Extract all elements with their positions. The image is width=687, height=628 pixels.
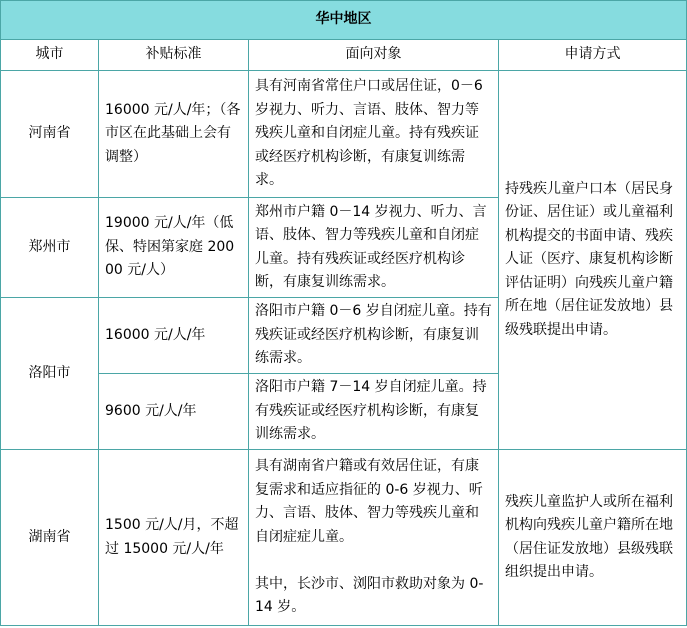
subsidy-cell: 1500 元/人/月，不超过 15000 元/人/年 [99,450,249,626]
subsidy-cell: 16000 元/人/年；（各市区在此基础上会有调整） [99,71,249,198]
target-cell: 具有湖南省户籍或有效居住证，有康复需求和适应指征的 0-6 岁视力、听力、言语、肢体、智力等残疾儿童和自闭症症儿童。 其中，长沙市、浏阳市救助对象为 0-14 岁。 [249,450,499,626]
column-header-target: 面向对象 [249,40,499,71]
column-header-apply: 申请方式 [499,40,687,71]
subsidy-cell: 19000 元/人/年（低保、特困第家庭 20000 元/人） [99,198,249,298]
target-cell: 洛阳市户籍 0－6 岁自闭症儿童。持有残疾证或经医疗机构诊断，有康复训练需求。 [249,298,499,374]
target-cell: 郑州市户籍 0－14 岁视力、听力、言语、肢体、智力等残疾儿童和自闭症儿童。持有残疾证或经医疗机构诊断，有康复训练需求。 [249,198,499,298]
subsidy-cell: 9600 元/人/年 [99,374,249,450]
city-cell: 河南省 [1,71,99,198]
city-cell: 湖南省 [1,450,99,626]
region-title: 华中地区 [1,1,687,40]
apply-cell: 持残疾儿童户口本（居民身份证、居住证）或儿童福利机构提交的书面申请、残疾人证（医疗、康复机构诊断评估证明）向残疾儿童户籍所在地（居住证发放地）县级残联提出申请。 [499,71,687,450]
subsidy-cell: 16000 元/人/年 [99,298,249,374]
city-cell: 郑州市 [1,198,99,298]
table-header-row [1,40,687,71]
table-row [1,71,687,198]
table-row [1,450,687,626]
column-header-city: 城市 [1,40,99,71]
target-cell: 洛阳市户籍 7－14 岁自闭症儿童。持有残疾证或经医疗机构诊断，有康复训练需求。 [249,374,499,450]
column-header-subsidy: 补贴标准 [99,40,249,71]
city-cell: 洛阳市 [1,298,99,450]
apply-cell: 残疾儿童监护人或所在福利机构向残疾儿童户籍所在地（居住证发放地）县级残联组织提出申请。 [499,450,687,626]
target-cell: 具有河南省常住户口或居住证，0－6 岁视力、听力、言语、肢体、智力等残疾儿童和自闭症儿童。持有残疾证或经医疗机构诊断，有康复训练需求。 [249,71,499,198]
